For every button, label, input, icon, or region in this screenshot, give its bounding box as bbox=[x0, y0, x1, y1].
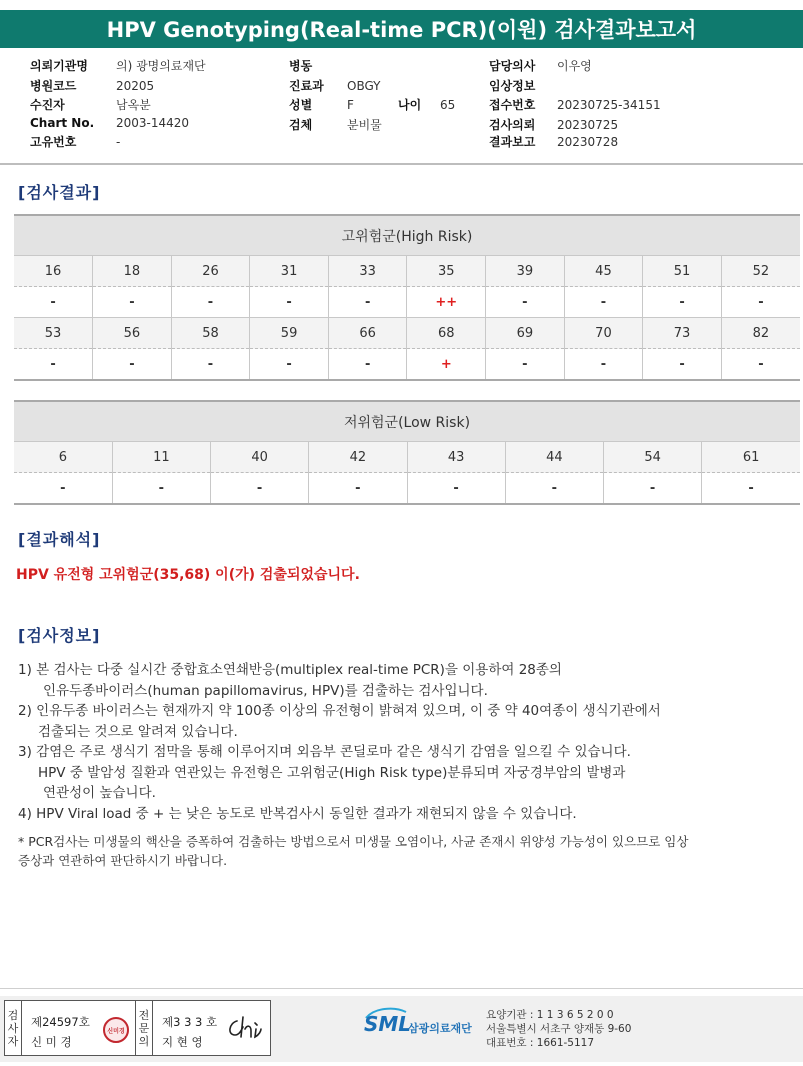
genotype-cell: 39 bbox=[486, 256, 565, 287]
result-cell: - bbox=[14, 287, 93, 318]
info-clinical bbox=[489, 77, 557, 94]
org-line: 대표번호 : 1661-5117 bbox=[486, 1037, 595, 1049]
label-char: 의 bbox=[138, 1034, 150, 1048]
result-cell: - bbox=[171, 287, 250, 318]
result-cell: - bbox=[643, 349, 722, 381]
result-cell: - bbox=[171, 349, 250, 381]
genotype-cell: 26 bbox=[171, 256, 250, 287]
label-char: 자 bbox=[7, 1034, 19, 1048]
info-label: 검사의뢰 bbox=[489, 118, 536, 132]
info-line: 1) 본 검사는 다중 실시간 중합효소연쇄반응(multiplex real-time PCR)을 이용하여 28종의 bbox=[18, 662, 562, 678]
org-info bbox=[486, 1008, 631, 1050]
label-char: 문 bbox=[138, 1021, 150, 1035]
info-label: 수진자 bbox=[30, 98, 65, 112]
info-value: 20205 bbox=[116, 79, 155, 93]
org-name: 삼광의료재단 bbox=[408, 1022, 472, 1035]
result-cell: - bbox=[328, 287, 407, 318]
info-line: 연관성이 높습니다. bbox=[43, 785, 156, 801]
note-line: * PCR검사는 미생물의 핵산을 증폭하여 검출하는 방법으로서 미생물 오염이나, 사균 존재시 위양성 가능성이 있으므로 임상 bbox=[18, 834, 689, 849]
examiner-seal bbox=[103, 1017, 129, 1043]
label-char: 검 bbox=[7, 1008, 19, 1022]
result-cell: - bbox=[211, 473, 309, 505]
result-cell: - bbox=[14, 473, 112, 505]
info-value: 2003-14420 bbox=[116, 116, 190, 130]
report-title-text: HPV Genotyping(Real-time PCR)(이원) 검사결과보고서 bbox=[106, 18, 697, 42]
info-value: - bbox=[116, 135, 121, 149]
result-cell: - bbox=[604, 473, 702, 505]
genotype-cell: 43 bbox=[407, 442, 505, 473]
info-value: 20230728 bbox=[557, 135, 619, 149]
genotype-cell: 66 bbox=[328, 318, 407, 349]
examiner-license: 제24597호 bbox=[31, 1015, 90, 1029]
info-label: 담당의사 bbox=[489, 59, 536, 73]
info-sex bbox=[289, 96, 354, 113]
result-cell: - bbox=[564, 349, 643, 381]
section-result-heading: [검사결과] bbox=[18, 183, 101, 202]
genotype-cell: 52 bbox=[721, 256, 800, 287]
genotype-cell: 44 bbox=[505, 442, 603, 473]
genotype-cell: 18 bbox=[93, 256, 172, 287]
footer bbox=[0, 996, 803, 1062]
result-cell: - bbox=[407, 473, 505, 505]
high-risk-title: 고위험군(High Risk) bbox=[14, 215, 800, 256]
result-cell: - bbox=[328, 349, 407, 381]
info-label: 나이 bbox=[398, 98, 422, 112]
info-unique-no bbox=[30, 133, 120, 150]
result-cell: - bbox=[309, 473, 407, 505]
low-risk-title: 저위험군(Low Risk) bbox=[14, 401, 800, 442]
info-value: 분비물 bbox=[347, 118, 382, 132]
genotype-cell: 70 bbox=[564, 318, 643, 349]
genotype-cell: 42 bbox=[309, 442, 407, 473]
label-char: 사 bbox=[7, 1021, 19, 1035]
genotype-cell: 31 bbox=[250, 256, 329, 287]
seal-text: 신미경 bbox=[107, 1027, 125, 1035]
info-receipt-no bbox=[489, 96, 661, 113]
genotype-cell: 59 bbox=[250, 318, 329, 349]
footer-divider bbox=[0, 988, 803, 989]
genotype-cell: 53 bbox=[14, 318, 93, 349]
info-department bbox=[289, 77, 381, 94]
info-label: Chart No. bbox=[30, 116, 95, 130]
result-cell: - bbox=[564, 287, 643, 318]
info-label: 고유번호 bbox=[30, 135, 77, 149]
result-cell: - bbox=[505, 473, 603, 505]
genotype-cell: 40 bbox=[211, 442, 309, 473]
result-cell: ++ bbox=[407, 287, 486, 318]
result-cell: - bbox=[643, 287, 722, 318]
info-line: 3) 감염은 주로 생식기 점막을 통해 이루어지며 외음부 콘딜로마 같은 생식기 감염을 일으킬 수 있습니다. bbox=[18, 744, 631, 760]
genotype-cell: 6 bbox=[14, 442, 112, 473]
info-age bbox=[398, 96, 455, 113]
pcr-note bbox=[18, 832, 788, 870]
info-label: 의뢰기관명 bbox=[30, 59, 88, 73]
info-doctor bbox=[489, 57, 592, 74]
info-line: 인유두종바이러스(human papillomavirus, HPV)를 검출하는 검사입니다. bbox=[43, 682, 488, 699]
genotype-cell: 35 bbox=[407, 256, 486, 287]
genotype-cell: 16 bbox=[14, 256, 93, 287]
genotype-cell: 61 bbox=[702, 442, 800, 473]
divider bbox=[0, 163, 803, 165]
genotype-cell: 33 bbox=[328, 256, 407, 287]
result-cell: + bbox=[407, 349, 486, 381]
genotype-cell: 51 bbox=[643, 256, 722, 287]
info-value: 20230725-34151 bbox=[557, 98, 661, 112]
genotype-cell: 45 bbox=[564, 256, 643, 287]
info-specimen bbox=[289, 116, 382, 133]
result-cell: - bbox=[93, 349, 172, 381]
info-value: 65 bbox=[440, 98, 456, 112]
low-risk-table bbox=[14, 400, 800, 505]
info-label: 검체 bbox=[289, 118, 313, 132]
info-line: HPV 중 발암성 질환과 연관있는 유전형은 고위험군(High Risk type)분류되며 자궁경부암의 발병과 bbox=[38, 764, 626, 781]
info-line: 4) HPV Viral load 중 + 는 낮은 농도로 반복검사시 동일한 결과가 재현되지 않을 수 있습니다. bbox=[18, 805, 577, 822]
info-label: 결과보고 bbox=[489, 135, 536, 149]
info-label: 접수번호 bbox=[489, 98, 536, 112]
interpretation-text: HPV 유전형 고위험군(35,68) 이(가) 검출되었습니다. bbox=[16, 567, 360, 583]
genotype-cell: 54 bbox=[604, 442, 702, 473]
result-cell: - bbox=[721, 349, 800, 381]
info-label: 병원코드 bbox=[30, 79, 77, 93]
info-label: 임상정보 bbox=[489, 79, 536, 93]
signature-icon bbox=[223, 1013, 263, 1043]
info-value: 이우영 bbox=[557, 59, 592, 73]
result-cell: - bbox=[702, 473, 800, 505]
genotype-cell: 56 bbox=[93, 318, 172, 349]
label-char: 전 bbox=[138, 1008, 150, 1022]
info-value: OBGY bbox=[347, 79, 381, 93]
result-cell: - bbox=[112, 473, 210, 505]
genotype-cell: 69 bbox=[486, 318, 565, 349]
info-chart-no bbox=[30, 116, 189, 130]
result-cell: - bbox=[486, 287, 565, 318]
note-line: 증상과 연관하여 판단하시기 바랍니다. bbox=[18, 853, 228, 868]
genotype-cell: 68 bbox=[407, 318, 486, 349]
section-interpretation-heading: [결과해석] bbox=[18, 530, 101, 549]
info-ward bbox=[289, 57, 347, 74]
info-value: 남옥분 bbox=[116, 98, 151, 112]
genotype-cell: 58 bbox=[171, 318, 250, 349]
info-requester bbox=[30, 57, 206, 74]
examiner-label bbox=[5, 1001, 22, 1055]
specialist-label bbox=[135, 1001, 153, 1055]
result-cell: - bbox=[721, 287, 800, 318]
specialist-license: 제3 3 3 호 bbox=[162, 1015, 218, 1029]
result-cell: - bbox=[486, 349, 565, 381]
org-line: 서울특별시 서초구 양재동 9-60 bbox=[486, 1023, 632, 1035]
sml-logo bbox=[364, 1006, 484, 1046]
report-title bbox=[0, 10, 803, 48]
info-value: F bbox=[347, 98, 354, 112]
info-line: 검출되는 것으로 알려져 있습니다. bbox=[38, 723, 238, 740]
examiner-name: 신 미 경 bbox=[31, 1035, 72, 1049]
info-hospital-code bbox=[30, 77, 154, 94]
info-line: 2) 인유두종 바이러스는 현재까지 약 100종 이상의 유전형이 밝혀져 있으며, 이 중 약 40여종이 생식기관에서 bbox=[18, 703, 661, 719]
test-info-list bbox=[18, 660, 788, 824]
patient-info bbox=[0, 54, 803, 164]
signature-box bbox=[4, 1000, 271, 1056]
genotype-cell: 82 bbox=[721, 318, 800, 349]
genotype-cell: 11 bbox=[112, 442, 210, 473]
result-cell: - bbox=[14, 349, 93, 381]
logo-text: SML bbox=[364, 1012, 412, 1036]
high-risk-table bbox=[14, 214, 800, 381]
section-info-heading: [검사정보] bbox=[18, 626, 101, 645]
info-label: 진료과 bbox=[289, 79, 324, 93]
org-line: 요양기관 : 1 1 3 6 5 2 0 0 bbox=[486, 1009, 614, 1021]
info-patient bbox=[30, 96, 151, 113]
result-cell: - bbox=[250, 287, 329, 318]
info-label: 병동 bbox=[289, 59, 313, 73]
info-value: 20230725 bbox=[557, 118, 619, 132]
result-cell: - bbox=[250, 349, 329, 381]
genotype-cell: 73 bbox=[643, 318, 722, 349]
info-request-date bbox=[489, 116, 618, 133]
info-value: 의) 광명의료재단 bbox=[116, 59, 206, 73]
specialist-name: 지 현 영 bbox=[162, 1035, 203, 1049]
info-label: 성별 bbox=[289, 98, 313, 112]
info-report-date bbox=[489, 133, 618, 150]
result-cell: - bbox=[93, 287, 172, 318]
